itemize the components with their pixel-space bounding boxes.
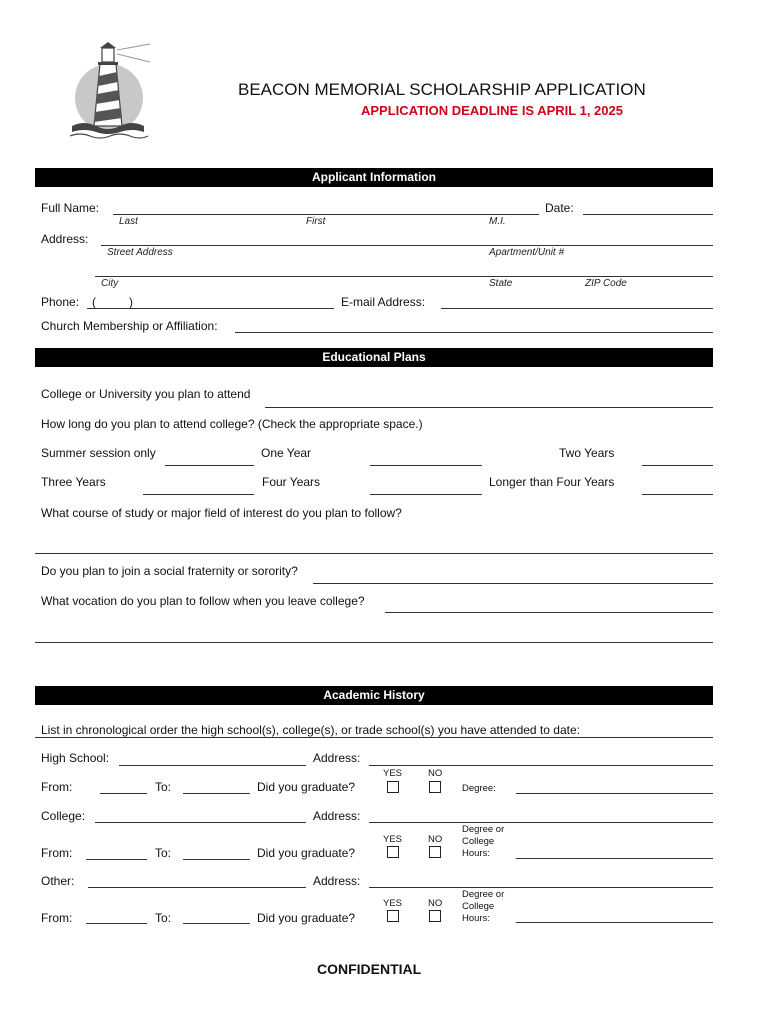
other-field[interactable]	[88, 887, 306, 888]
high-school-address-label: Address:	[313, 751, 361, 765]
one-year-label: One Year	[261, 446, 312, 460]
college-to-label: To:	[155, 846, 172, 860]
vocation-field-1[interactable]	[385, 612, 713, 613]
deadline-notice: APPLICATION DEADLINE IS APRIL 1, 2025	[361, 103, 623, 118]
other-college-label: College	[462, 901, 495, 912]
high-school-address-field[interactable]	[369, 765, 713, 766]
city-hint: City	[101, 278, 119, 289]
hs-to-field[interactable]	[183, 793, 250, 794]
college-plan-question: College or University you plan to attend	[41, 387, 251, 401]
last-name-hint: Last	[119, 216, 138, 227]
city-state-zip-field[interactable]	[95, 276, 713, 277]
fraternity-field[interactable]	[313, 583, 713, 584]
other-degree-or-label: Degree or	[462, 889, 505, 900]
college-yes-label: YES	[383, 834, 403, 845]
instructions-underline	[35, 737, 713, 738]
college-degree-or-label: Degree or	[462, 824, 505, 835]
section-academic-history: Academic History	[35, 686, 713, 705]
three-years-field[interactable]	[143, 494, 254, 495]
college-from-label: From:	[41, 846, 73, 860]
other-address-field[interactable]	[369, 887, 713, 888]
phone-paren-close: )	[129, 295, 133, 309]
hs-degree-field[interactable]	[516, 793, 713, 794]
high-school-field[interactable]	[119, 765, 306, 766]
college-no-checkbox[interactable]	[429, 846, 441, 858]
date-label: Date:	[545, 201, 574, 215]
apartment-hint: Apartment/Unit #	[489, 247, 565, 258]
hs-yes-checkbox[interactable]	[387, 781, 399, 793]
college-degree-field[interactable]	[516, 858, 713, 859]
phone-field[interactable]	[87, 308, 334, 309]
church-field[interactable]	[235, 332, 713, 333]
college-plan-field[interactable]	[265, 407, 713, 408]
other-degree-field[interactable]	[516, 922, 713, 923]
vocation-field-2[interactable]	[35, 642, 713, 643]
other-hours-label: Hours:	[462, 913, 490, 924]
summer-session-field[interactable]	[165, 465, 254, 466]
college-college-label: College	[462, 836, 495, 847]
zip-hint: ZIP Code	[585, 278, 627, 289]
longer-label: Longer than Four Years	[489, 475, 615, 489]
other-no-checkbox[interactable]	[429, 910, 441, 922]
college-label: College:	[41, 809, 86, 823]
section-applicant-information: Applicant Information	[35, 168, 713, 187]
college-to-field[interactable]	[183, 859, 250, 860]
two-years-field[interactable]	[642, 465, 713, 466]
two-years-label: Two Years	[559, 446, 615, 460]
other-yes-label: YES	[383, 898, 403, 909]
other-to-label: To:	[155, 911, 172, 925]
college-address-label: Address:	[313, 809, 361, 823]
street-address-field[interactable]	[101, 245, 713, 246]
state-hint: State	[489, 278, 513, 289]
other-to-field[interactable]	[183, 923, 250, 924]
other-from-label: From:	[41, 911, 73, 925]
other-graduate-question: Did you graduate?	[257, 911, 356, 925]
college-yes-checkbox[interactable]	[387, 846, 399, 858]
date-field[interactable]	[583, 214, 713, 215]
college-address-field[interactable]	[369, 822, 713, 823]
confidential-notice: CONFIDENTIAL	[317, 961, 422, 977]
hs-from-label: From:	[41, 780, 73, 794]
hs-yes-label: YES	[383, 768, 403, 779]
email-field[interactable]	[441, 308, 713, 309]
college-field[interactable]	[95, 822, 306, 823]
hs-no-label: NO	[428, 768, 443, 779]
phone-label: Phone:	[41, 295, 80, 309]
first-name-hint: First	[306, 216, 326, 227]
summer-session-label: Summer session only	[41, 446, 156, 460]
hs-no-checkbox[interactable]	[429, 781, 441, 793]
college-from-field[interactable]	[86, 859, 147, 860]
church-label: Church Membership or Affiliation:	[41, 319, 218, 333]
other-label: Other:	[41, 874, 75, 888]
phone-paren-open: (	[92, 295, 96, 309]
lighthouse-logo	[62, 40, 152, 140]
section-educational-plans: Educational Plans	[35, 348, 713, 367]
other-from-field[interactable]	[86, 923, 147, 924]
academic-instructions: List in chronological order the high school(s), college(s), or trade school(s) you have attended to date:	[41, 723, 580, 737]
vocation-question: What vocation do you plan to follow when you leave college?	[41, 594, 365, 608]
course-field[interactable]	[35, 553, 713, 554]
full-name-field[interactable]	[113, 214, 539, 215]
other-no-label: NO	[428, 898, 443, 909]
hs-to-label: To:	[155, 780, 172, 794]
four-years-field[interactable]	[370, 494, 482, 495]
three-years-label: Three Years	[41, 475, 106, 489]
course-question: What course of study or major field of interest do you plan to follow?	[41, 506, 402, 520]
address-label: Address:	[41, 232, 89, 246]
other-yes-checkbox[interactable]	[387, 910, 399, 922]
hs-from-field[interactable]	[100, 793, 147, 794]
other-address-label: Address:	[313, 874, 361, 888]
street-address-hint: Street Address	[107, 247, 173, 258]
longer-field[interactable]	[642, 494, 713, 495]
hs-graduate-question: Did you graduate?	[257, 780, 356, 794]
college-hours-label: Hours:	[462, 848, 490, 859]
one-year-field[interactable]	[370, 465, 482, 466]
high-school-label: High School:	[41, 751, 110, 765]
form-title: BEACON MEMORIAL SCHOLARSHIP APPLICATION	[238, 80, 646, 99]
full-name-label: Full Name:	[41, 201, 100, 215]
hs-degree-label: Degree:	[462, 783, 496, 794]
college-no-label: NO	[428, 834, 443, 845]
email-label: E-mail Address:	[341, 295, 426, 309]
college-graduate-question: Did you graduate?	[257, 846, 356, 860]
how-long-question: How long do you plan to attend college? (Check the appropriate space.)	[41, 417, 423, 431]
four-years-label: Four Years	[262, 475, 321, 489]
mi-hint: M.I.	[489, 216, 506, 227]
fraternity-question: Do you plan to join a social fraternity or sorority?	[41, 564, 298, 578]
